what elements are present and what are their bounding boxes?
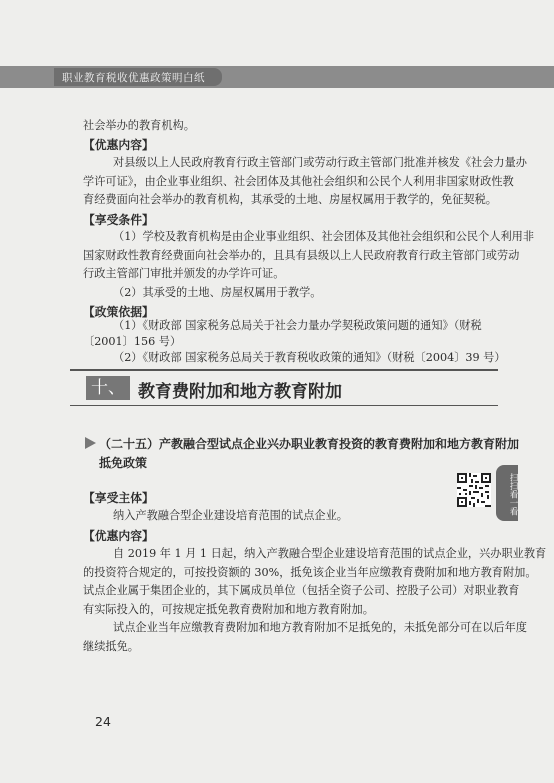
section-label-yiju: 【政策依据】: [83, 305, 154, 319]
body-text-line: 育经费面向社会举办的教育机构，其承受的土地、房屋权属用于教学的，免征契税。: [83, 193, 497, 206]
section-title: 教育费附加和地方教育附加: [138, 382, 342, 402]
section-label-youhui-2: 【优惠内容】: [83, 529, 154, 543]
body-text-line: 〔2001〕156 号）: [83, 335, 182, 348]
body-text-line: （2）《财政部 国家税务总局关于教育税收政策的通知》（财税〔2004〕39 号）: [113, 351, 506, 364]
body-text-line: 有实际投入的，可按规定抵免教育费附加和地方教育附加。: [83, 603, 374, 616]
body-text-line: 学许可证》，由企业事业组织、社会团体及其他社会组织和公民个人利用非国家财政性教: [83, 175, 514, 188]
body-text-line: （1）《财政部 国家税务总局关于社会力量办学契税政策问题的通知》（财税: [113, 319, 482, 332]
body-text-line: 试点企业属于集团企业的，其下属成员单位（包括全资子公司、控股子公司）对职业教育: [83, 584, 520, 597]
body-text-line: （1）学校及教育机构是由企业事业组织、社会团体及其他社会组织和公民个人利用非: [113, 230, 535, 243]
body-text-line: 行政主管部门审批并颁发的办学许可证。: [83, 267, 285, 280]
section-rule-top: [70, 369, 498, 371]
body-text-line: 纳入产教融合型企业建设培育范围的试点企业。: [113, 509, 348, 522]
side-tab: 扫扫看一看: [496, 465, 518, 521]
section-label-youhui: 【优惠内容】: [83, 138, 154, 152]
body-text-line: 国家财政性教育经费面向社会举办的，且具有县级以上人民政府教育行政主管部门或劳动: [83, 249, 520, 262]
body-text-line: 试点企业当年应缴教育费附加和地方教育附加不足抵免的，未抵免部分可在以后年度: [113, 621, 527, 634]
item-title-cont: 抵免政策: [99, 456, 148, 470]
item-title: （二十五）产教融合型试点企业兴办职业教育投资的教育费附加和地方教育附加: [99, 437, 520, 451]
body-text-line: 继续抵免。: [83, 640, 139, 653]
body-text-line: 对县级以上人民政府教育行政主管部门或劳动行政主管部门批准并核发《社会力量办: [113, 156, 527, 169]
section-rule-bottom: [70, 405, 498, 406]
page-number: 24: [95, 714, 111, 729]
section-label-tiaojian: 【享受条件】: [83, 213, 154, 227]
qr-code-icon: [457, 473, 491, 507]
body-text-line: （2）其承受的土地、房屋权属用于教学。: [113, 286, 322, 299]
body-text-line: 社会举办的教育机构。: [83, 119, 195, 132]
section-label-zhuti: 【享受主体】: [83, 491, 154, 505]
triangle-bullet-icon: [85, 437, 96, 449]
header-title: 职业教育税收优惠政策明白纸: [62, 72, 205, 84]
body-text-line: 自 2019 年 1 月 1 日起，纳入产教融合型企业建设培育范围的试点企业，兴办职业教育: [113, 547, 547, 560]
section-number: 十、: [86, 376, 130, 400]
body-text-line: 的投资符合规定的，可按投资额的 30%，抵免该企业当年应缴教育费附加和地方教育附加。: [83, 566, 537, 579]
